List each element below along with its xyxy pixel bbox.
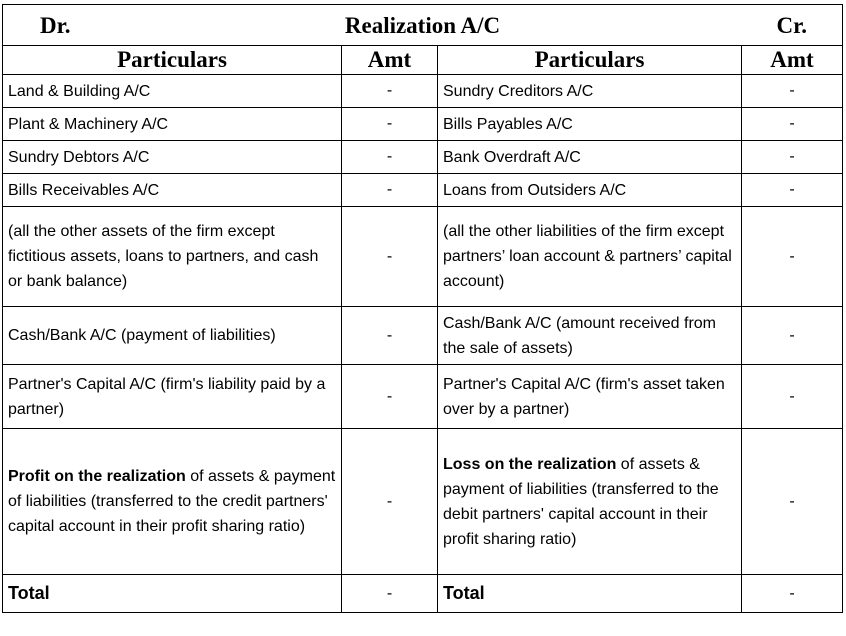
credit-particular: Bills Payables A/C	[438, 108, 742, 141]
debit-amount: -	[342, 207, 438, 307]
table-row	[3, 174, 843, 207]
debit-amount: -	[342, 108, 438, 141]
credit-amount: -	[742, 141, 843, 174]
left-amt-header: Amt	[342, 46, 438, 75]
debit-particular: Plant & Machinery A/C	[3, 108, 342, 141]
credit-particular: Sundry Creditors A/C	[438, 75, 742, 108]
debit-particular: Land & Building A/C	[3, 75, 342, 108]
credit-amount: -	[742, 75, 843, 108]
total-row	[3, 575, 843, 613]
right-amt-header: Amt	[742, 46, 843, 75]
debit-amount: -	[342, 174, 438, 207]
credit-amount: -	[742, 307, 843, 365]
credit-amount: -	[742, 108, 843, 141]
credit-particular-detail: of assets & payment of liabilities (transferred to the debit partners' capital account in their profit sharing ratio)	[443, 455, 719, 548]
credit-total-label: Total	[438, 575, 742, 613]
credit-amount: -	[742, 429, 843, 575]
debit-amount: -	[342, 429, 438, 575]
credit-particular: Bank Overdraft A/C	[438, 141, 742, 174]
left-particulars-header: Particulars	[3, 46, 342, 75]
debit-particular	[3, 429, 342, 575]
ledger-table	[2, 4, 843, 613]
column-header-row	[3, 46, 843, 75]
debit-total-label: Total	[3, 575, 342, 613]
debit-amount: -	[342, 75, 438, 108]
credit-particular: Cash/Bank A/C (amount received from the sale of assets)	[438, 307, 742, 365]
debit-particular: Sundry Debtors A/C	[3, 141, 342, 174]
credit-particular: Partner's Capital A/C (firm's asset taken over by a partner)	[438, 365, 742, 429]
credit-amount: -	[742, 207, 843, 307]
table-row	[3, 307, 843, 365]
title-row	[3, 5, 843, 46]
debit-amount: -	[342, 307, 438, 365]
credit-total-amount: -	[742, 575, 843, 613]
credit-particular	[438, 429, 742, 575]
table-row	[3, 365, 843, 429]
credit-amount: -	[742, 365, 843, 429]
profit-on-realization-label: Profit on the realization	[8, 468, 186, 485]
credit-particular: (all the other liabilities of the firm except partners’ loan account & partners’ capital account)	[438, 207, 742, 307]
debit-amount: -	[342, 365, 438, 429]
credit-amount: -	[742, 174, 843, 207]
debit-particular-detail: of assets & payment of liabilities (transferred to the credit partners' capital account in their profit sharing ratio)	[8, 468, 336, 535]
account-title: Realization A/C	[344, 13, 501, 38]
debit-particular: Cash/Bank A/C (payment of liabilities)	[3, 307, 342, 365]
debit-particular: (all the other assets of the firm except fictitious assets, loans to partners, and cash or bank balance)	[3, 207, 342, 307]
title-cell	[3, 5, 843, 46]
table-row	[3, 207, 843, 307]
table-row	[3, 141, 843, 174]
loss-on-realization-label: Loss on the realization	[443, 455, 617, 473]
table-row	[3, 429, 843, 575]
table-row	[3, 75, 843, 108]
debit-label: Dr.	[40, 13, 71, 38]
right-particulars-header: Particulars	[438, 46, 742, 75]
table-row	[3, 108, 843, 141]
debit-total-amount: -	[342, 575, 438, 613]
debit-particular: Bills Receivables A/C	[3, 174, 342, 207]
credit-label: Cr.	[776, 13, 807, 38]
debit-amount: -	[342, 141, 438, 174]
credit-particular: Loans from Outsiders A/C	[438, 174, 742, 207]
debit-particular: Partner's Capital A/C (firm's liability paid by a partner)	[3, 365, 342, 429]
realization-account	[2, 4, 842, 613]
